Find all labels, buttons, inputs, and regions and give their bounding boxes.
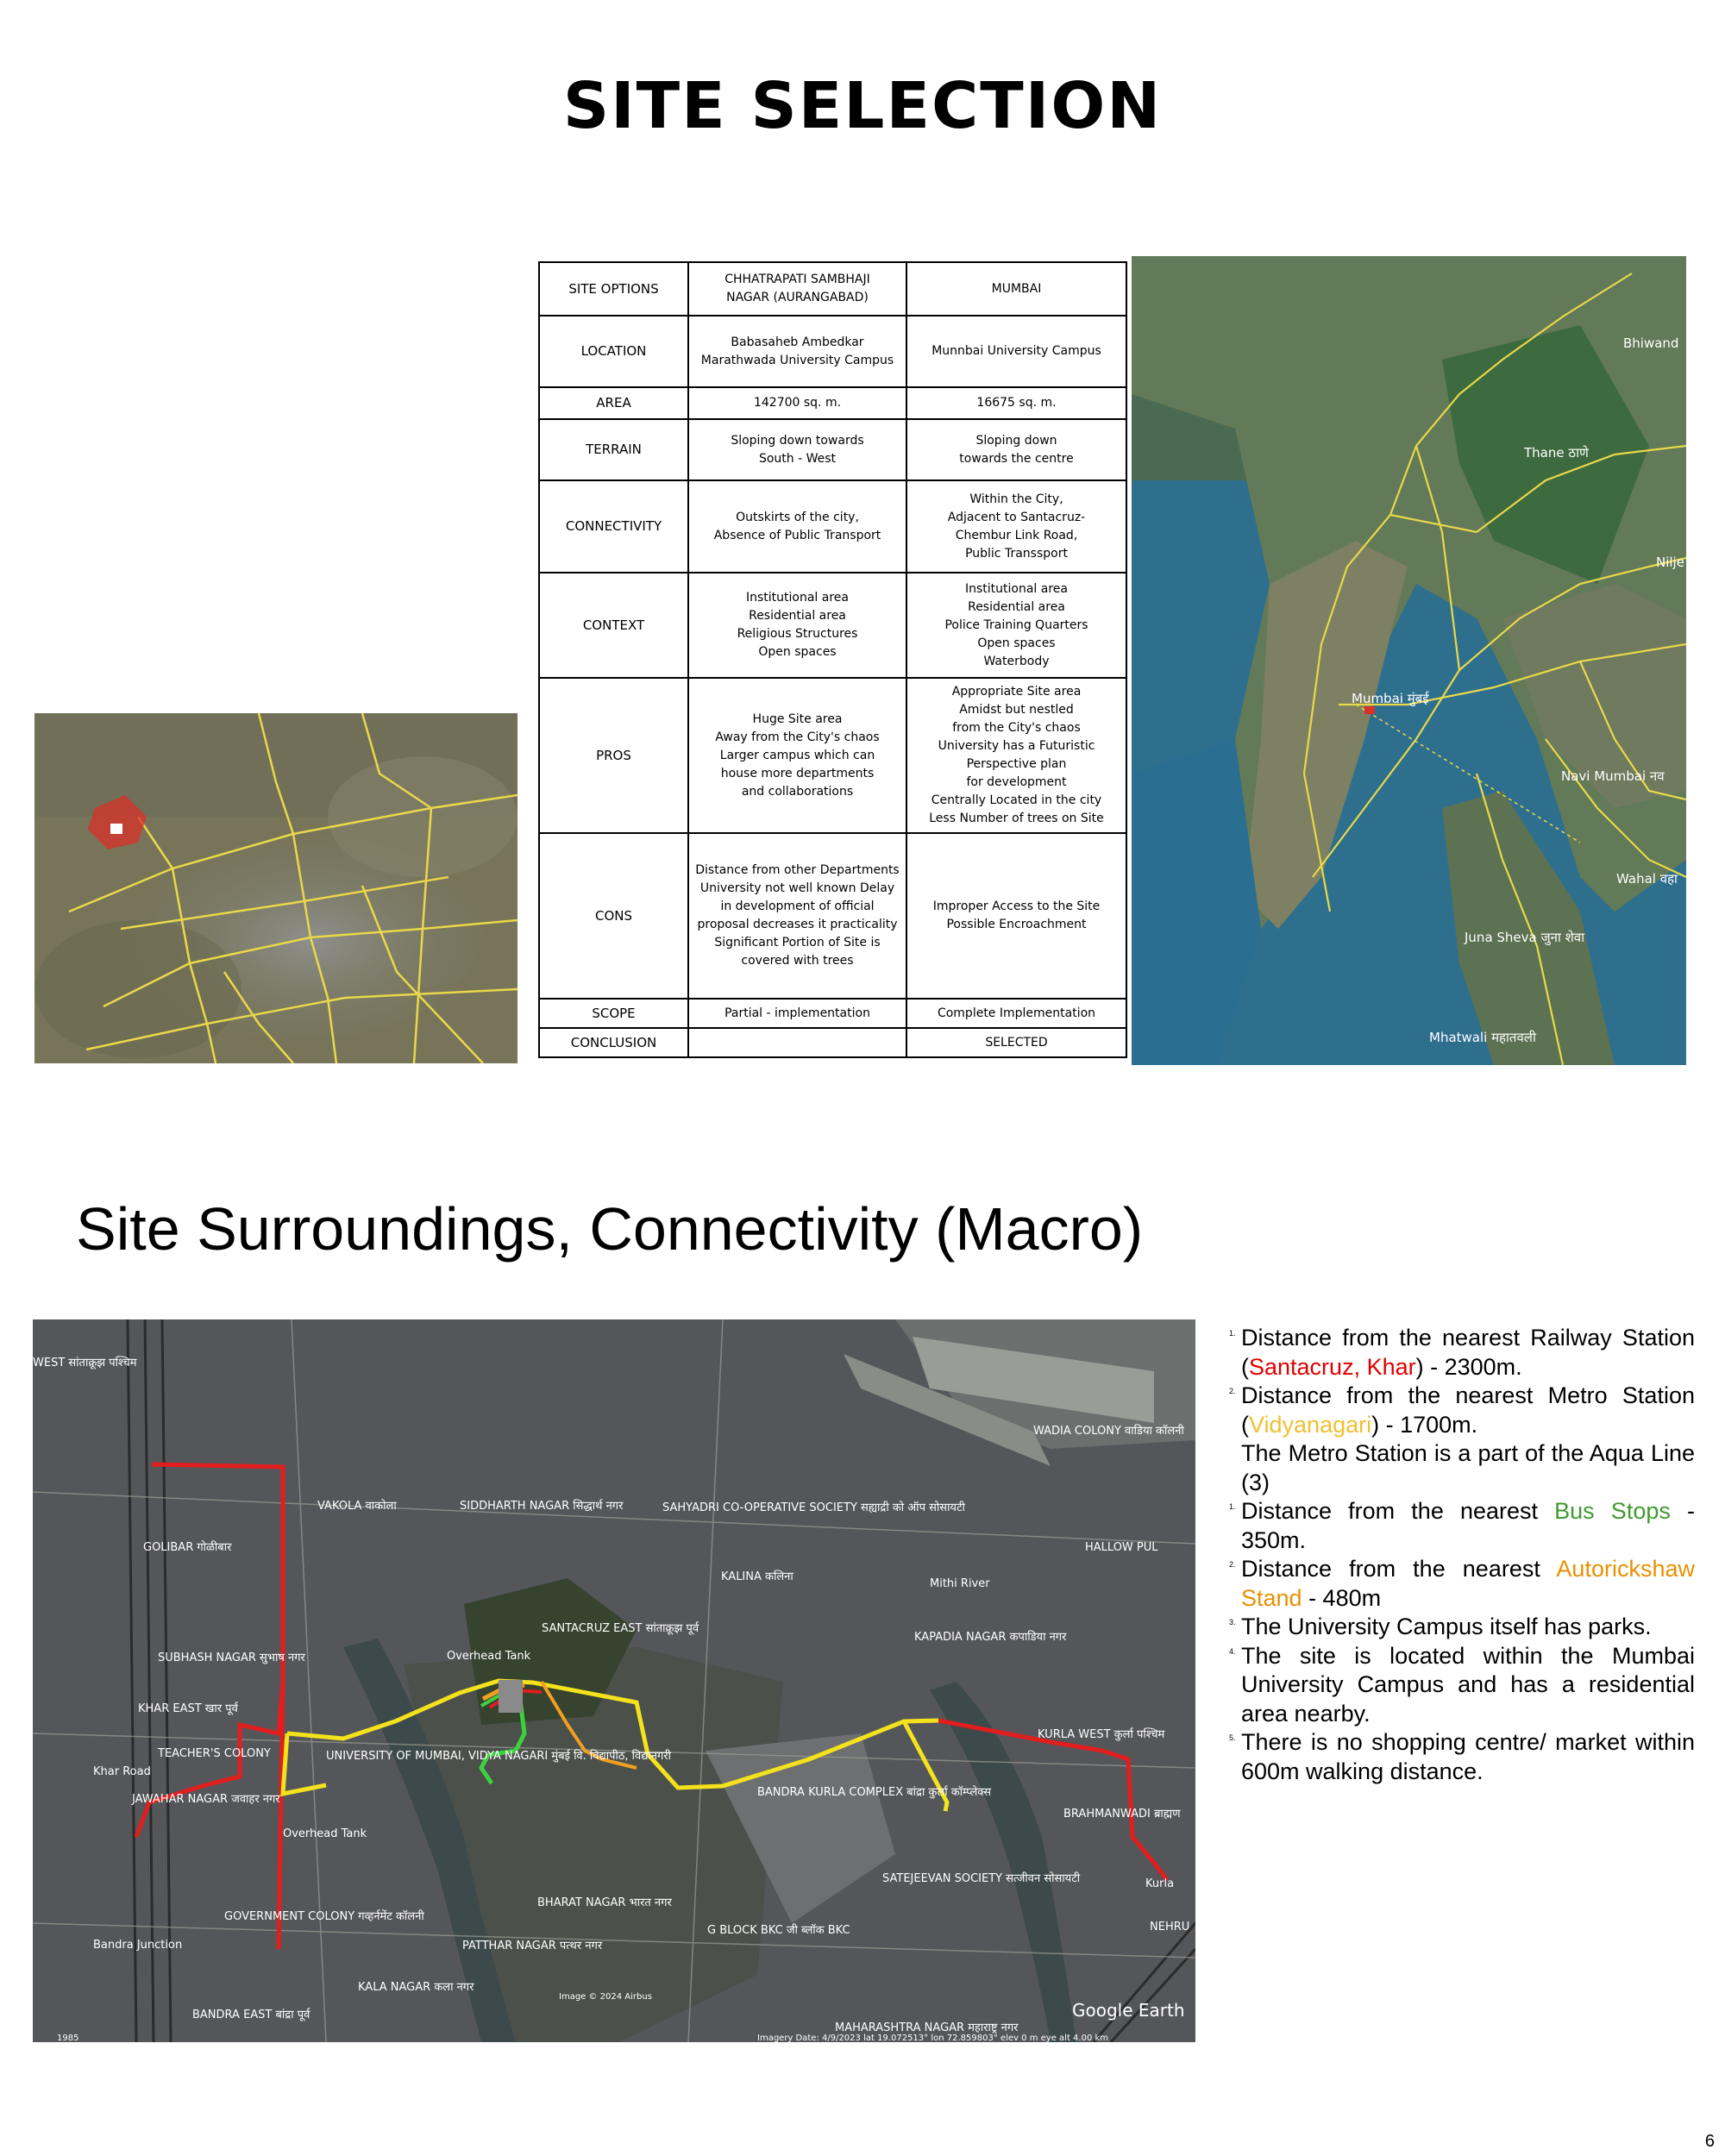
map-label: Khar Road: [93, 1765, 151, 1778]
note-highlight: Santacruz, Khar: [1249, 1353, 1416, 1380]
table-cell: 142700 sq. m.: [688, 387, 906, 419]
table-row: [539, 833, 1126, 999]
note-text: The Metro Station is a part of the Aqua Line (3): [1241, 1440, 1695, 1495]
table-cell: SELECTED: [906, 1028, 1126, 1057]
table-cell: Appropriate Site area Amidst but nestled from the City's chaos University has a Futuristic Perspective plan for development Centrally Located in the city Less Number of trees on Site: [906, 678, 1126, 833]
table-header-cell: CHHATRAPATI SAMBHAJI NAGAR (AURANGABAD): [688, 262, 906, 316]
note-highlight: Bus Stops: [1554, 1498, 1671, 1524]
note-number: 3.: [1229, 1618, 1236, 1626]
page-number: 6: [1704, 2132, 1715, 2151]
map-label: GOVERNMENT COLONY गव्हर्नमेंट कॉलनी: [224, 1910, 424, 1923]
row-label: SCOPE: [539, 999, 688, 1028]
map-label: Mumbai मुंबई: [1352, 691, 1429, 706]
table-cell: Institutional area Residential area Police Training Quarters Open spaces Waterbody: [906, 573, 1126, 678]
connectivity-notes-list: [1229, 1324, 1695, 1786]
table-cell: Institutional area Residential area Religious Structures Open spaces: [688, 573, 906, 678]
map-label: KHAR EAST खार पूर्व: [138, 1702, 238, 1715]
row-label: CONNECTIVITY: [539, 480, 688, 573]
map-label: SAHYADRI CO-OPERATIVE SOCIETY सह्याद्री को ऑप सोसायटी: [662, 1501, 965, 1514]
table-cell: [688, 1028, 906, 1057]
map-label: Nilje: [1656, 555, 1684, 570]
map-label: BHARAT NAGAR भारत नगर: [537, 1896, 672, 1909]
map-label: Mhatwali महातवली: [1429, 1030, 1536, 1045]
table-row: [539, 678, 1126, 833]
site-comparison-table: [538, 261, 1127, 1058]
table-cell: Outskirts of the city, Absence of Public Transport: [688, 480, 906, 573]
map-label: Image © 2024 Airbus: [559, 1992, 652, 2002]
table-cell: Distance from other Departments University not well known Delay in development of official proposal decreases it practicality Significant Portion of Site is covered with trees: [688, 833, 906, 999]
map-label: UNIVERSITY OF MUMBAI, VIDYA NAGARI मुंबई वि. विद्यापीठ, विद्यानगरी: [326, 1750, 672, 1763]
map-label: SIDDHARTH NAGAR सिद्धार्थ नगर: [460, 1500, 624, 1513]
map-label: KALINA कलिना: [721, 1570, 794, 1583]
note-number: 2.: [1229, 1560, 1236, 1569]
note-item: [1229, 1555, 1695, 1613]
map-label: Overhead Tank: [447, 1650, 531, 1663]
table-row: [539, 480, 1126, 573]
map-label: Navi Mumbai नव: [1561, 768, 1665, 784]
table-cell: Sloping down towards the centre: [906, 419, 1126, 480]
note-number: 5.: [1229, 1733, 1236, 1742]
note-text: Distance from the nearest Railway Station (: [1241, 1325, 1695, 1380]
page-title: SITE SELECTION: [562, 69, 1163, 143]
map-label: SATEJEEVAN SOCIETY सत्जीवन सोसायटी: [882, 1872, 1081, 1885]
table-cell: Complete Implementation: [906, 999, 1126, 1028]
map-label: KAPADIA NAGAR कपाडिया नगर: [914, 1631, 1067, 1644]
note-text: - 350m.: [1241, 1498, 1695, 1553]
table-cell: Sloping down towards South - West: [688, 419, 906, 480]
table-cell: Improper Access to the Site Possible Encroachment: [906, 833, 1126, 999]
note-text: ) - 2300m.: [1415, 1353, 1522, 1380]
map-label: Juna Sheva जुना शेवा: [1465, 930, 1585, 945]
map-label: MAHARASHTRA NAGAR महाराष्ट्र नगर: [835, 2021, 1019, 2034]
map-label: SUBHASH NAGAR सुभाष नगर: [158, 1651, 305, 1664]
map-label: BRAHMANWADI ब्राह्मण: [1063, 1808, 1181, 1821]
note-item: [1229, 1382, 1695, 1439]
table-cell: 16675 sq. m.: [906, 387, 1126, 419]
note-text: Distance from the nearest: [1241, 1556, 1557, 1582]
note-text: Distance from the nearest: [1241, 1498, 1555, 1524]
note-item: [1229, 1324, 1695, 1382]
note-highlight: Vidyanagari: [1249, 1411, 1372, 1438]
row-label: TERRAIN: [539, 419, 688, 480]
note-highlight: Autorickshaw Stand: [1241, 1556, 1695, 1611]
table-row: [539, 419, 1126, 480]
note-text: ) - 1700m.: [1371, 1411, 1478, 1438]
note-number: 1.: [1229, 1329, 1236, 1338]
map-label: Thane ठाणे: [1524, 445, 1589, 461]
row-label: PROS: [539, 678, 688, 833]
table-row: [539, 316, 1126, 387]
section-heading: Site Surroundings, Connectivity (Macro): [76, 1195, 1144, 1263]
note-item: [1229, 1642, 1695, 1729]
table-row: [539, 387, 1126, 419]
map-label: KALA NAGAR कला नगर: [358, 1981, 474, 1994]
table-header-cell: MUMBAI: [906, 262, 1126, 316]
map-label: 1985: [57, 2034, 79, 2042]
note-text: - 480m: [1302, 1584, 1382, 1611]
row-label: AREA: [539, 387, 688, 419]
table-cell: Partial - implementation: [688, 999, 906, 1028]
note-item: [1229, 1439, 1695, 1497]
note-text: There is no shopping centre/ market within 600m walking distance.: [1241, 1729, 1695, 1784]
row-label: LOCATION: [539, 316, 688, 387]
table-row: [539, 999, 1126, 1028]
map-label: Wahal वहा: [1616, 871, 1678, 887]
map-label: JAWAHAR NAGAR जवाहर नगर: [132, 1793, 280, 1806]
note-number: 2.: [1229, 1387, 1236, 1395]
map-label: NEHRU: [1150, 1921, 1190, 1934]
map-label: G BLOCK BKC जी ब्लॉक BKC: [707, 1924, 850, 1937]
map-label: HALLOW PUL: [1085, 1541, 1158, 1554]
map-label: Google Earth: [1072, 2000, 1185, 2021]
map-label: PATTHAR NAGAR पत्थर नगर: [462, 1940, 603, 1952]
map-label: Mithi River: [930, 1577, 990, 1590]
table-row: [539, 573, 1126, 678]
map-label: TEACHER'S COLONY: [158, 1747, 271, 1760]
map-label: BANDRA KURLA COMPLEX बांद्रा कुर्ला कॉम्प्लेक्स: [757, 1786, 992, 1799]
macro-connectivity-map-image: [33, 1319, 1195, 2042]
map-label: SANTACRUZ EAST सांताक्रूझ पूर्व: [542, 1622, 699, 1635]
map-label: WEST सांताक्रूझ पश्चिम: [33, 1357, 137, 1369]
row-label: CONCLUSION: [539, 1028, 688, 1057]
map-label: WADIA COLONY वाडिया कॉलनी: [1033, 1425, 1184, 1438]
row-label: CONS: [539, 833, 688, 999]
row-label: CONTEXT: [539, 573, 688, 678]
note-text: Distance from the nearest Metro Station (: [1241, 1382, 1695, 1438]
map-label: Kurla: [1145, 1877, 1175, 1890]
table-cell: Huge Site area Away from the City's chaos Larger campus which can house more departments and collaborations: [688, 678, 906, 833]
table-header-cell: SITE OPTIONS: [539, 262, 688, 316]
map-label: KURLA WEST कुर्ला पश्चिम: [1038, 1728, 1165, 1741]
table-header-row: [539, 262, 1126, 316]
aurangabad-map-image: [34, 713, 518, 1063]
map-label: GOLIBAR गोळीबार: [143, 1541, 232, 1554]
note-text: The University Campus itself has parks.: [1241, 1614, 1652, 1639]
note-item: [1229, 1497, 1695, 1555]
note-number: 1.: [1229, 1502, 1236, 1511]
note-text: The site is located within the Mumbai University Campus and has a residential area nearby.: [1241, 1642, 1695, 1727]
note-item: [1229, 1613, 1695, 1642]
note-item: [1229, 1728, 1695, 1786]
table-cell: Babasaheb Ambedkar Marathwada University Campus: [688, 316, 906, 387]
map-label: VAKOLA वाकोला: [317, 1500, 397, 1513]
table-row: [539, 1028, 1126, 1057]
table-cell: Munnbai University Campus: [906, 316, 1126, 387]
map-label: Imagery Date: 4/9/2023 lat 19.072513° lon 72.859803° elev 0 m eye alt 4.00 km: [757, 2034, 1109, 2042]
map-label: Overhead Tank: [283, 1827, 367, 1840]
note-number: 4.: [1229, 1646, 1236, 1656]
map-label: Bhiwand: [1623, 335, 1679, 351]
map-label: Bandra Junction: [93, 1939, 183, 1952]
table-cell: Within the City, Adjacent to Santacruz- Chembur Link Road, Public Transsport: [906, 480, 1126, 573]
mumbai-map-image: [1132, 256, 1686, 1065]
map-label: BANDRA EAST बांद्रा पूर्व: [192, 2009, 310, 2021]
